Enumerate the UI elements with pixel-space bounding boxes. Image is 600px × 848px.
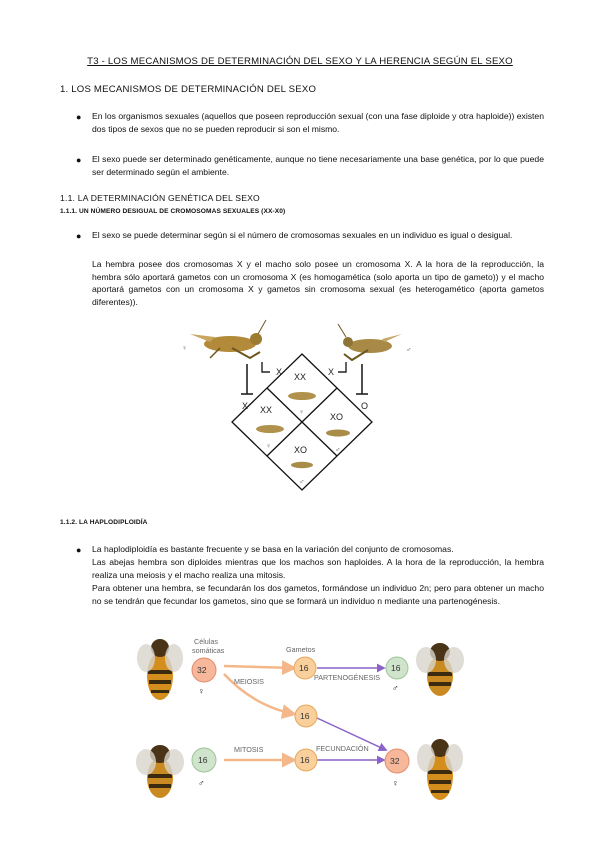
paragraph: El sexo puede ser determinado genéticamente, aunque no tiene necesariamente una base genética, por lo que puede ser determinado según el ambiente. <box>92 154 544 177</box>
subsubsection-heading: 1.1.2. LA HAPLODIPLOIDÍA <box>60 519 148 526</box>
female-bee-icon <box>137 639 183 700</box>
bullet-dot: ● <box>76 545 82 555</box>
subsubsection-heading: 1.1.1. UN NÚMERO DESIGUAL DE CROMOSOMAS SEXUALES (XX-X0) <box>60 208 286 215</box>
cell-symbol: ♂ <box>299 477 305 486</box>
gamete-label: X <box>328 367 335 377</box>
female-symbol: ♀ <box>392 778 399 788</box>
mitosis-label: MITOSIS <box>234 745 264 754</box>
gametes-label: Gametos <box>286 645 316 654</box>
section-heading: 1. LOS MECANISMOS DE DETERMINACIÓN DEL SEXO <box>60 84 317 95</box>
female-bee-icon <box>417 739 463 800</box>
page-title: T3 - LOS MECANISMOS DE DETERMINACIÓN DEL SEXO Y LA HERENCIA SEGÚN EL SEXO <box>87 56 513 67</box>
cell-genotype: XX <box>260 405 273 415</box>
male-symbol: ♂ <box>392 683 399 693</box>
cell-symbol: ♀ <box>266 441 272 450</box>
bullet-dot: ● <box>76 231 82 241</box>
gamete-label: X <box>242 401 249 411</box>
cell-number: 32 <box>390 756 400 766</box>
paragraph: La hembra posee dos cromosomas X y el macho solo posee un cromosoma X. A la hora de la reproducción, la hembra sólo aportará gametos con un cromosoma X (es homogamética (solo aporta un tipo de gameto)) y el macho aportará gametos con un cromosoma X y gametos sin cromosoma sexual (es heterogamético (aporta gametos diferentes)). <box>92 259 544 307</box>
somatic-label: Células <box>194 637 218 646</box>
cell-genotype: XO <box>294 445 308 455</box>
gamete-label: X <box>276 367 283 377</box>
paragraph: La haplodiploidía es bastante frecuente y se basa en la variación del conjunto de cromosomas. <box>92 544 454 554</box>
female-symbol: ♀ <box>182 343 188 352</box>
somatic-label: somáticas <box>192 646 225 655</box>
cell-number: 16 <box>198 755 208 765</box>
male-bee-icon <box>416 643 464 696</box>
cell-number: 16 <box>300 755 310 765</box>
bullet-dot: ● <box>76 112 82 122</box>
cell-number: 16 <box>391 663 401 673</box>
female-symbol: ♀ <box>198 686 205 696</box>
partenogenesis-label: PARTENOGÉNESIS <box>314 673 381 682</box>
paragraph: Para obtener una hembra, se fecundarán los dos gametos, formándose un individuo 2n; pero para obtener un macho no se tendrán que fecundar los gametos, sino que se formará un individuo n mediante una partenogénesis. <box>92 583 544 606</box>
subsection-heading: 1.1. LA DETERMINACIÓN GENÉTICA DEL SEXO <box>60 193 260 203</box>
paragraph: El sexo se puede determinar según si el número de cromosomas sexuales en un individuo es igual o desigual. <box>92 230 513 240</box>
cell-number: 16 <box>300 711 310 721</box>
male-symbol: ♂ <box>198 778 205 788</box>
female-grasshopper-icon <box>190 320 266 358</box>
cell-genotype: XO <box>330 412 344 422</box>
cell-genotype: XX <box>294 372 307 382</box>
male-grasshopper-icon <box>338 324 402 360</box>
meiosis-label: MEIOSIS <box>234 677 264 686</box>
cell-symbol: ♂ <box>335 445 341 454</box>
paragraph: En los organismos sexuales (aquellos que poseen reproducción sexual (con una fase diploide y otra haploide)) existen dos tipos de sexos que no se pueden reproducir si son el mismo. <box>92 111 544 134</box>
cell-symbol: ♀ <box>299 407 305 416</box>
cell-number: 32 <box>197 665 207 675</box>
male-bee-icon <box>136 745 184 798</box>
fecundacion-label: FECUNDACIÓN <box>316 744 369 753</box>
grasshopper-punnett-diagram <box>170 312 430 507</box>
male-symbol: ♂ <box>406 345 412 354</box>
gamete-label: O <box>361 401 369 411</box>
bee-haplodiploidy-diagram <box>134 628 470 824</box>
cell-number: 16 <box>299 663 309 673</box>
bullet-dot: ● <box>76 155 82 165</box>
paragraph: Las abejas hembra son diploides mientras que los machos son haploides. A la hora de la reproducción, la hembra realiza una meiosis y el macho realiza una mitosis. <box>92 557 544 580</box>
